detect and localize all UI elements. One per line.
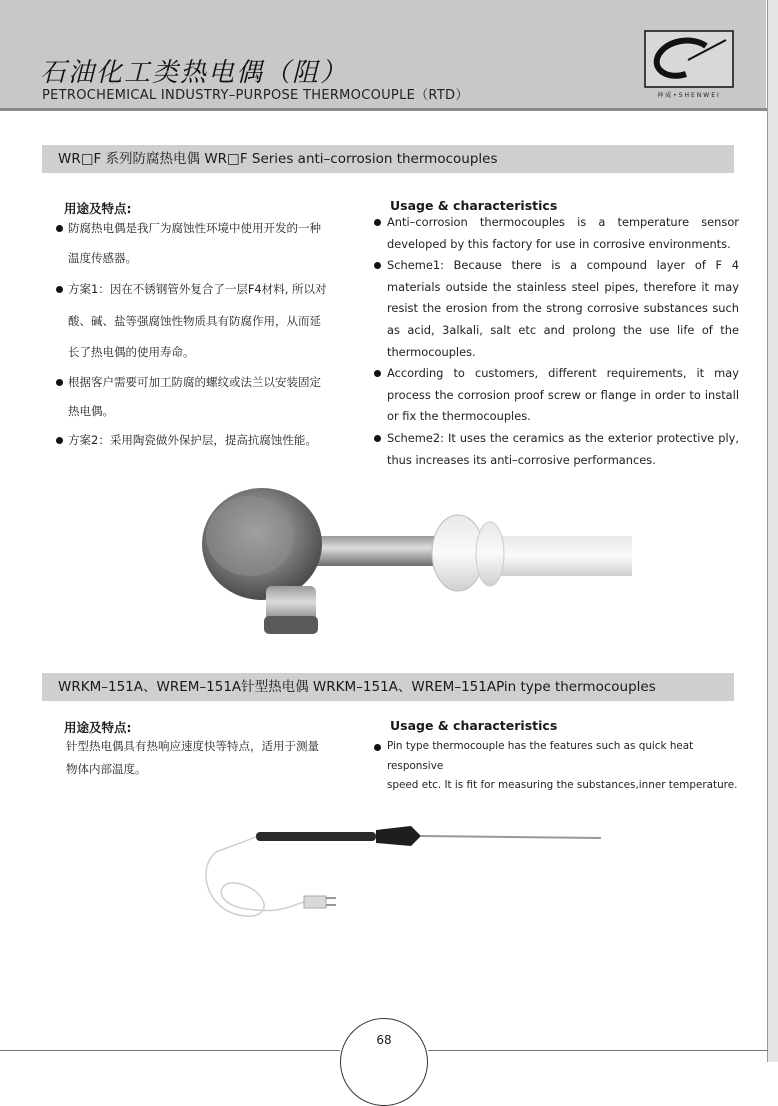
section1-en-list <box>387 212 739 471</box>
footer-rule-left <box>0 1050 340 1051</box>
en-item: Pin type thermocouple has the features such as quick heat responsive <box>387 737 739 776</box>
cn-item: 方案2：采用陶瓷做外保护层，提高抗腐蚀性能。 <box>68 425 358 456</box>
section1-title-bar: WR□F 系列防腐热电偶 WR□F Series anti–corrosion thermocouples <box>42 145 734 173</box>
en-item: Scheme1: Because there is a compound layer of F 4 materials outside the stainless steel pipes, therefore it may resist the erosion from the strong corrosive substances such as acid, 3alkali, salt etc and prolong the use life of the thermocouples. <box>387 255 739 363</box>
section2-cn-text: 针型热电偶具有热响应速度快等特点，适用于测量 <box>66 739 319 753</box>
cn-item: 热电偶。 <box>68 404 114 418</box>
cn-item: 温度传感器。 <box>68 251 137 265</box>
section2-en-list <box>387 737 739 796</box>
page-edge <box>767 0 778 1062</box>
pin-type-thermocouple-photo <box>196 818 606 928</box>
page-number: 68 <box>376 1033 392 1047</box>
header-rule <box>0 108 778 111</box>
en-item: Scheme2: It uses the ceramics as the exterior protective ply, thus increases its anti–corrosive performances. <box>387 428 739 471</box>
footer-rule-right <box>428 1050 768 1051</box>
cn-item: 根据客户需要可加工防腐的螺纹或法兰以安装固定 <box>68 367 358 398</box>
en-item: According to customers, different requirements, it may process the corrosion proof screw or flange in order to install or fix the thermocouples. <box>387 363 739 428</box>
page-title-en: PETROCHEMICAL INDUSTRY–PURPOSE THERMOCOUPLE（RTD） <box>42 88 469 103</box>
section2-cn-heading: 用途及特点: <box>64 720 132 735</box>
page-number-circle <box>340 1018 428 1106</box>
logo-text: 神威•SHENWEI <box>657 92 721 99</box>
page-title-cn: 石油化工类热电偶（阻） <box>40 58 349 88</box>
cn-item: 方案1：因在不锈钢管外复合了一层F4材料, 所以对 <box>68 274 358 305</box>
cn-item: 防腐热电偶是我厂为腐蚀性环境中使用开发的一种 <box>68 213 358 244</box>
section2-cn-text: 物体内部温度。 <box>66 762 147 776</box>
cn-item: 长了热电偶的使用寿命。 <box>68 345 195 359</box>
en-item: Anti–corrosion thermocouples is a temperature sensor developed by this factory for use in corrosive environments. <box>387 212 739 255</box>
shenwei-logo <box>644 30 734 98</box>
section1-cn-heading: 用途及特点: <box>64 201 132 216</box>
cn-item: 酸、碱、盐等强腐蚀性物质具有防腐作用，从而延 <box>68 314 321 328</box>
section1-en-heading: Usage & characteristics <box>390 198 558 213</box>
section2-title-bar: WRKM–151A、WREM–151A针型热电偶 WRKM–151A、WREM–151APin type thermocouples <box>42 673 734 701</box>
anti-corrosion-thermocouple-photo <box>200 476 635 641</box>
section2-en-heading: Usage & characteristics <box>390 718 558 733</box>
en-item-continued: speed etc. It is fit for measuring the substances,inner temperature. <box>387 779 738 791</box>
